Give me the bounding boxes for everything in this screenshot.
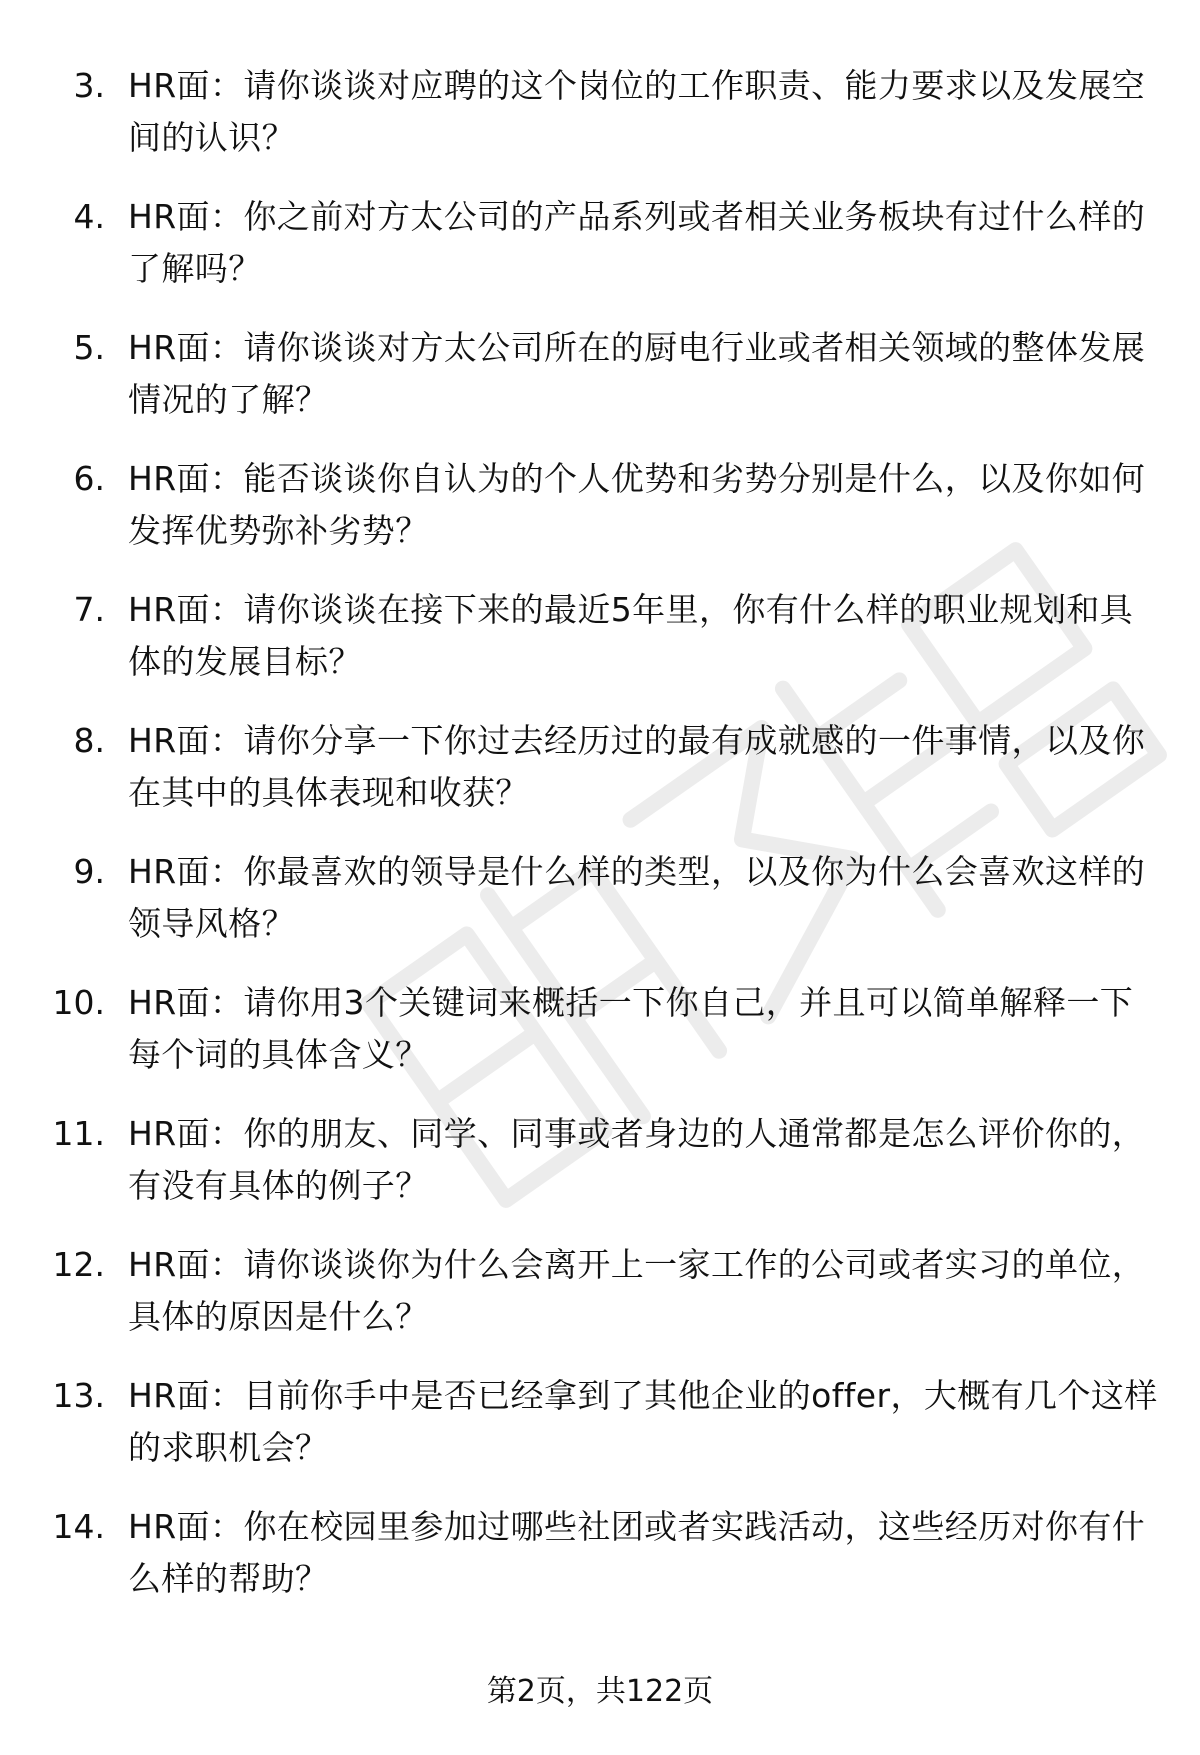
question-text: HR面：你在校园里参加过哪些社团或者实践活动，这些经历对你有什么样的帮助？ [128,1507,1146,1598]
list-item [0,453,1200,550]
question-text: HR面：请你谈谈对方太公司所在的厨电行业或者相关领域的整体发展情况的了解？ [128,328,1146,419]
question-text: HR面：目前你手中是否已经拿到了其他企业的offer，大概有几个这样的求职机会？ [128,1376,1158,1467]
item-number: 11. [52,1114,105,1153]
list-item [0,846,1200,943]
question-text: HR面：请你分享一下你过去经历过的最有成就感的一件事情，以及你在其中的具体表现和收获？ [128,721,1146,812]
item-number: 14. [52,1507,105,1546]
item-number: 3. [73,66,105,105]
list-item [0,191,1200,288]
question-text: HR面：你的朋友、同学、同事或者身边的人通常都是怎么评价你的，有没有具体的例子？ [128,1114,1146,1205]
list-item [0,1370,1200,1467]
item-number: 9. [73,852,105,891]
item-number: 5. [73,328,105,367]
list-item [0,584,1200,681]
item-number: 8. [73,721,105,760]
item-number: 10. [52,983,105,1022]
list-item [0,322,1200,419]
question-text: HR面：请你谈谈你为什么会离开上一家工作的公司或者实习的单位，具体的原因是什么？ [128,1245,1146,1336]
item-number: 6. [73,459,105,498]
list-item [0,977,1200,1074]
list-item [0,715,1200,812]
list-item [0,1501,1200,1598]
item-number: 13. [52,1376,105,1415]
question-text: HR面：请你谈谈对应聘的这个岗位的工作职责、能力要求以及发展空间的认识？ [128,66,1146,157]
list-item [0,1239,1200,1336]
question-text: HR面：你之前对方太公司的产品系列或者相关业务板块有过什么样的了解吗？ [128,197,1146,288]
question-text: HR面：请你谈谈在接下来的最近5年里，你有什么样的职业规划和具体的发展目标？ [128,590,1134,681]
page-number: 第2页，共122页 [486,1674,714,1709]
question-text: HR面：请你用3个关键词来概括一下你自己，并且可以简单解释一下每个词的具体含义？ [128,983,1134,1074]
question-text: HR面：能否谈谈你自认为的个人优势和劣势分别是什么，以及你如何发挥优势弥补劣势？ [128,459,1146,550]
item-number: 12. [52,1245,105,1284]
question-text: HR面：你最喜欢的领导是什么样的类型，以及你为什么会喜欢这样的领导风格？ [128,852,1146,943]
list-item [0,60,1200,157]
question-list [0,60,1200,1632]
item-number: 7. [73,590,105,629]
list-item [0,1108,1200,1205]
item-number: 4. [73,197,105,236]
